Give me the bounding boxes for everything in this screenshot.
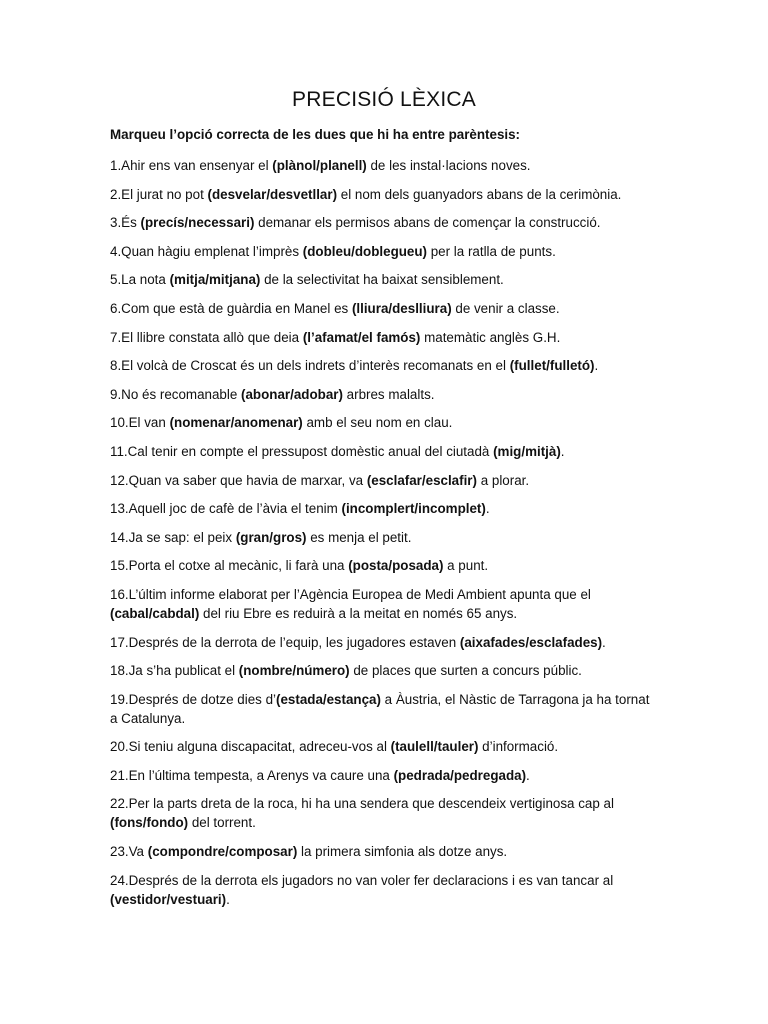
item-options: (abonar/adobar): [241, 386, 343, 402]
exercise-item: [110, 585, 658, 623]
item-text: 17.Després de la derrota de l’equip, les jugadores estaven: [110, 634, 460, 650]
item-options: (aixafades/esclafades): [459, 634, 603, 650]
item-text: de places que surten a concurs públic.: [349, 663, 582, 679]
item-options: (pedrada/pedregada): [393, 767, 527, 783]
item-options: (dobleu/doblegueu): [302, 243, 428, 259]
exercise-item: [110, 794, 658, 832]
exercise-item: [110, 242, 658, 261]
item-text: .: [602, 634, 606, 650]
item-options: (mitja/mitjana): [169, 272, 261, 288]
item-text: la primera simfonia als dotze anys.: [297, 844, 508, 860]
item-text: matemàtic anglès G.H.: [420, 329, 561, 345]
exercise-item: [110, 442, 658, 461]
item-options: (vestidor/vestuari): [110, 891, 227, 907]
item-text: 23.Va: [110, 844, 148, 860]
exercise-item: [110, 528, 658, 547]
item-text: 16.L’últim informe elaborat per l’Agència Europea de Medi Ambient apunta que el: [110, 586, 591, 602]
item-text: 8.El volcà de Croscat és un dels indrets d’interès recomanats en el: [110, 358, 510, 374]
exercise-item: [110, 356, 658, 375]
item-text: 7.El llibre constata allò que deia: [110, 329, 303, 345]
item-text: 11.Cal tenir en compte el pressupost domèstic anual del ciutadà: [110, 443, 494, 459]
item-options: (plànol/planell): [272, 158, 367, 173]
item-text: .: [526, 767, 530, 783]
item-text: de la selectivitat ha baixat sensiblement.: [260, 272, 504, 288]
exercise-item: [110, 156, 658, 175]
item-text: 5.La nota: [110, 272, 170, 288]
item-text: .: [560, 443, 565, 459]
item-options: (nomenar/anomenar): [169, 415, 303, 431]
item-text: del torrent.: [188, 815, 256, 831]
item-text: 1.Ahir ens van ensenyar el: [110, 158, 273, 173]
item-text: per la ratlla de punts.: [427, 243, 556, 259]
item-text: 22.Per la parts dreta de la roca, hi ha una sendera que descendeix vertiginosa cap al: [110, 796, 614, 812]
item-text: .: [594, 358, 599, 374]
exercise-item: [110, 737, 658, 756]
item-text: a punt.: [443, 558, 489, 574]
item-options: (precís/necessari): [140, 215, 255, 231]
item-options: (estada/estança): [276, 691, 381, 707]
exercise-item: [110, 871, 658, 909]
exercise-item: [110, 661, 658, 680]
item-text: es menja el petit.: [306, 529, 412, 545]
item-text: amb el seu nom en clau.: [302, 415, 453, 431]
exercise-item: [110, 499, 658, 518]
item-text: del riu Ebre es reduirà a la meitat en només 65 anys.: [199, 605, 518, 621]
exercise-list: [110, 156, 658, 909]
item-text: de les instal·lacions noves.: [366, 158, 531, 173]
item-text: 14.Ja se sap: el peix: [110, 529, 236, 545]
item-options: (posta/posada): [348, 558, 444, 574]
exercise-item: [110, 185, 658, 204]
item-options: (l’afamat/el famós): [302, 329, 421, 345]
item-options: (taulell/tauler): [390, 739, 479, 755]
item-text: 19.Després de dotze dies d’: [110, 691, 276, 707]
item-text: 4.Quan hàgiu emplenat l’imprès: [110, 243, 303, 259]
item-text: 20.Si teniu alguna discapacitat, adreceu-vos al: [110, 739, 391, 755]
item-text: .: [226, 891, 230, 907]
item-text: 12.Quan va saber que havia de marxar, va: [110, 472, 367, 488]
instructions: Marqueu l’opció correcta de les dues que hi ha entre parèntesis:: [110, 127, 521, 142]
exercise-item: [110, 842, 658, 861]
document-title: PRECISIÓ LÈXICA: [292, 88, 476, 111]
item-options: (gran/gros): [235, 529, 307, 545]
exercise-item: [110, 690, 658, 728]
exercise-item: [110, 556, 658, 575]
item-text: 24.Després de la derrota els jugadors no van voler fer declaracions i es van tancar al: [110, 872, 614, 888]
item-options: (incomplert/incomplet): [341, 501, 486, 517]
item-text: 13.Aquell joc de cafè de l’àvia el tenim: [110, 501, 342, 517]
item-text: 21.En l’última tempesta, a Arenys va caure una: [110, 767, 394, 783]
item-text: 2.El jurat no pot: [110, 186, 208, 202]
item-text: 18.Ja s’ha publicat el: [110, 663, 239, 679]
exercise-item: [110, 471, 658, 490]
item-options: (fons/fondo): [110, 815, 189, 831]
item-text: 10.El van: [110, 415, 170, 431]
item-text: a Àustria, el Nàstic de Tarragona ja ha tornat a Catalunya.: [110, 691, 650, 726]
item-text: el nom dels guanyadors abans de la cerimònia.: [337, 186, 622, 202]
exercise-item: [110, 385, 658, 404]
item-options: (fullet/fulletó): [509, 358, 595, 374]
item-options: (cabal/cabdal): [110, 605, 200, 621]
item-options: (desvelar/desvetllar): [207, 186, 338, 202]
item-text: 3.És: [110, 215, 141, 231]
item-text: de venir a classe.: [451, 300, 560, 316]
item-text: 6.Com que està de guàrdia en Manel es: [110, 300, 352, 316]
item-text: demanar els permisos abans de començar la construcció.: [254, 215, 601, 231]
item-options: (compondre/composar): [147, 844, 298, 860]
exercise-item: [110, 299, 658, 318]
item-text: 9.No és recomanable: [110, 386, 242, 402]
item-text: d’informació.: [478, 739, 559, 755]
exercise-item: [110, 766, 658, 785]
exercise-item: [110, 213, 658, 232]
exercise-item: [110, 270, 658, 289]
item-text: 15.Porta el cotxe al mecànic, li farà una: [110, 558, 349, 574]
exercise-item: [110, 633, 658, 652]
item-text: a plorar.: [476, 472, 530, 488]
item-text: .: [485, 501, 490, 517]
exercise-item: [110, 413, 658, 432]
item-text: arbres malalts.: [342, 386, 435, 402]
item-options: (nombre/número): [238, 663, 350, 679]
item-options: (mig/mitjà): [493, 443, 561, 459]
item-options: (lliura/deslliura): [351, 300, 452, 316]
item-options: (esclafar/esclafir): [366, 472, 477, 488]
exercise-item: [110, 328, 658, 347]
